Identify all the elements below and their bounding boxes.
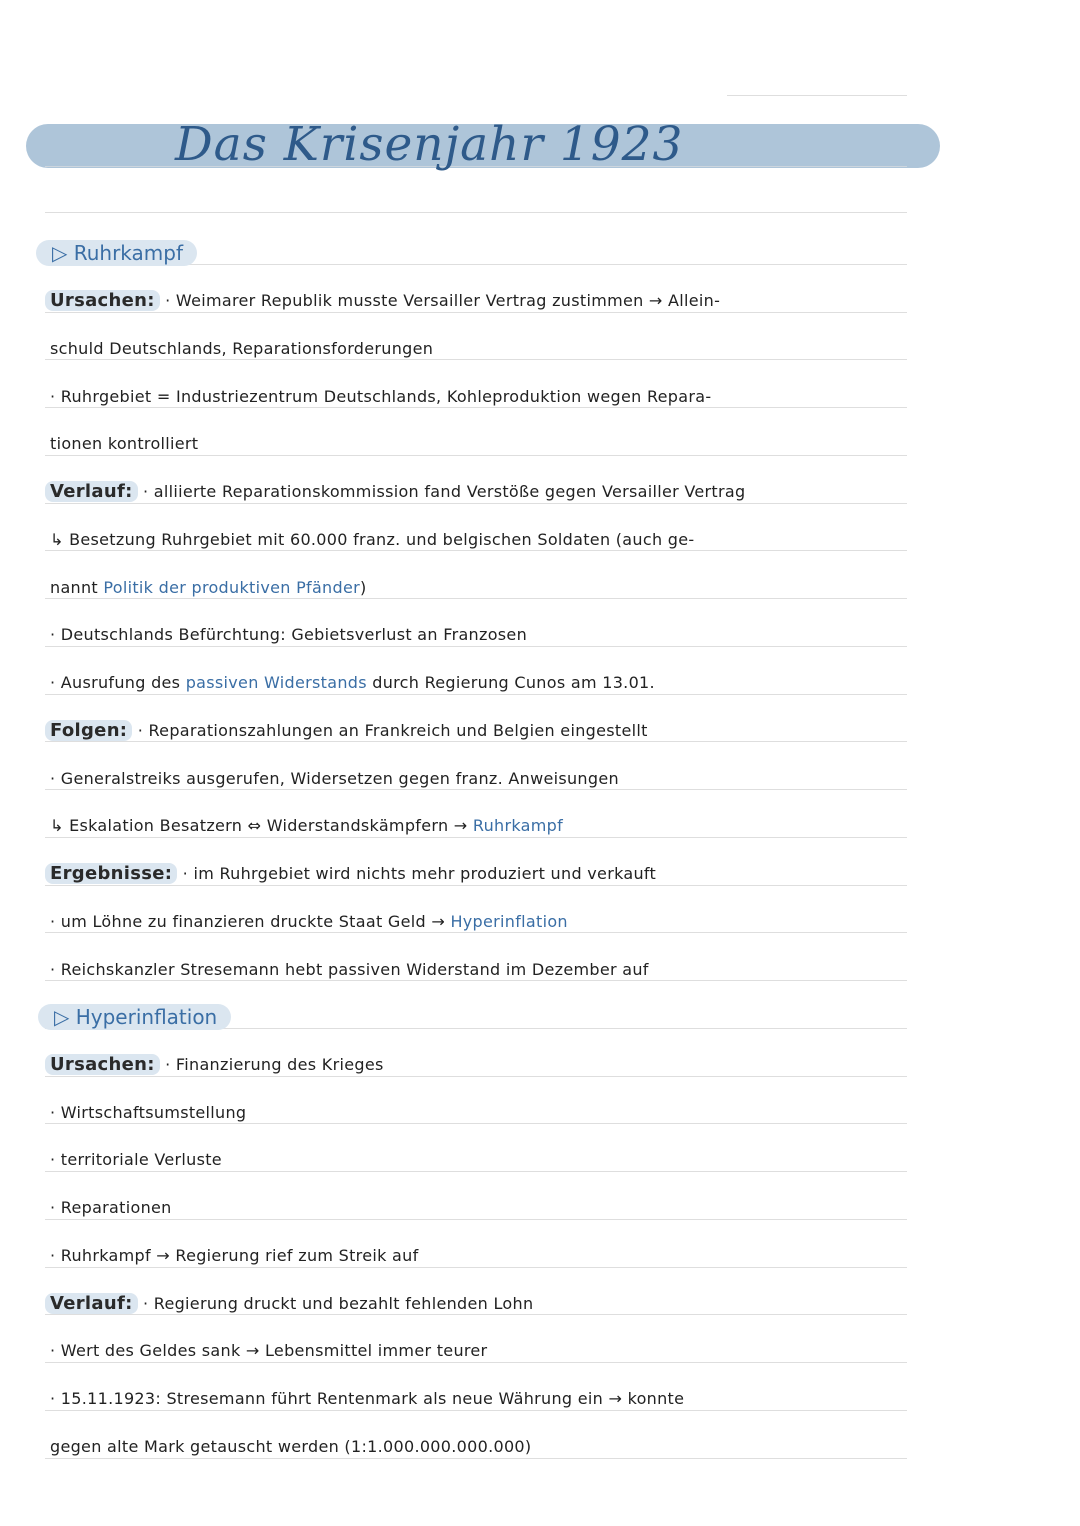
note-line (50, 1336, 487, 1366)
note-line (50, 1241, 419, 1271)
note-text: durch Regierung Cunos am 13.01. (366, 673, 655, 692)
note-line (50, 286, 720, 316)
note-text: ↳ Besetzung Ruhrgebiet mit 60.000 franz. und belgischen Soldaten (auch ge- (50, 530, 695, 549)
note-text: · Wirtschaftsumstellung (50, 1103, 247, 1122)
note-line (50, 716, 648, 746)
note-line (50, 1289, 533, 1319)
note-text: ) (359, 578, 367, 597)
note-line (50, 1432, 531, 1462)
notebook-rule (45, 1219, 907, 1220)
note-text: schuld Deutschlands, Reparationsforderungen (50, 339, 434, 358)
note-line (50, 955, 649, 985)
note-text: · 15.11.1923: Stresemann führt Rentenmark als neue Währung ein → konnte (50, 1389, 685, 1408)
note-line (50, 1193, 172, 1223)
page-title: Das Krisenjahr 1923 (175, 117, 684, 172)
note-text: · Ruhrkampf → Regierung rief zum Streik auf (50, 1246, 419, 1265)
note-line (50, 859, 656, 889)
note-line (50, 334, 433, 364)
note-line (50, 382, 711, 412)
note-line (50, 573, 367, 603)
note-line (50, 811, 563, 841)
key-term: passiven Widerstands (185, 673, 367, 692)
note-text: · Finanzierung des Krieges (165, 1055, 384, 1074)
note-text: · Reichskanzler Stresemann hebt passiven Widerstand im Dezember auf (50, 960, 649, 979)
note-text: · Ruhrgebiet = Industriezentrum Deutschlands, Kohleproduktion wegen Repara- (50, 387, 712, 406)
note-text: nannt (50, 578, 104, 597)
notebook-rule (727, 95, 907, 96)
note-text: · territoriale Verluste (50, 1150, 222, 1169)
section-heading-ruhrkampf: ▷ Ruhrkampf (36, 240, 197, 266)
note-line (50, 429, 198, 459)
note-line (50, 477, 745, 507)
note-text: · Weimarer Republik musste Versailler Vertrag zustimmen → Allein- (165, 291, 721, 310)
note-text: gegen alte Mark getauscht werden (1:1.000.000.000.000) (50, 1437, 532, 1456)
section-heading-hyperinflation: ▷ Hyperinflation (38, 1004, 231, 1030)
note-label: Folgen: (45, 720, 132, 741)
note-text: · Reparationen (50, 1198, 172, 1217)
note-text: tionen kontrolliert (50, 434, 199, 453)
note-text: · Deutschlands Befürchtung: Gebietsverlust an Franzosen (50, 625, 528, 644)
note-line (50, 1050, 384, 1080)
note-text: · Generalstreiks ausgerufen, Widersetzen gegen franz. Anweisungen (50, 769, 619, 788)
note-label: Verlauf: (45, 481, 138, 502)
note-text: ↳ Eskalation Besatzern ⇔ Widerstandskämpfern → (50, 816, 473, 835)
note-line (50, 1145, 222, 1175)
note-text: · um Löhne zu finanzieren druckte Staat Geld → (50, 912, 451, 931)
note-label: Ursachen: (45, 1054, 160, 1075)
note-text: · alliierte Reparationskommission fand Verstöße gegen Versailler Vertrag (142, 482, 746, 501)
note-label: Ergebnisse: (45, 863, 177, 884)
note-line (50, 907, 568, 937)
note-text: · Regierung druckt und bezahlt fehlenden Lohn (142, 1294, 534, 1313)
note-line (50, 668, 655, 698)
key-term: Politik der produktiven Pfänder (103, 578, 360, 597)
note-text: · im Ruhrgebiet wird nichts mehr produziert und verkauft (182, 864, 657, 883)
note-text: · Reparationszahlungen an Frankreich und Belgien eingestellt (137, 721, 648, 740)
note-label: Verlauf: (45, 1293, 138, 1314)
note-line (50, 525, 694, 555)
note-line (50, 1384, 684, 1414)
notebook-rule (45, 212, 907, 213)
note-label: Ursachen: (45, 290, 160, 311)
note-line (50, 764, 619, 794)
note-line (50, 1098, 246, 1128)
note-line (50, 620, 527, 650)
key-term: Hyperinflation (450, 912, 568, 931)
key-term: Ruhrkampf (472, 816, 563, 835)
note-text: · Wert des Geldes sank → Lebensmittel immer teurer (50, 1341, 488, 1360)
note-text: · Ausrufung des (50, 673, 186, 692)
